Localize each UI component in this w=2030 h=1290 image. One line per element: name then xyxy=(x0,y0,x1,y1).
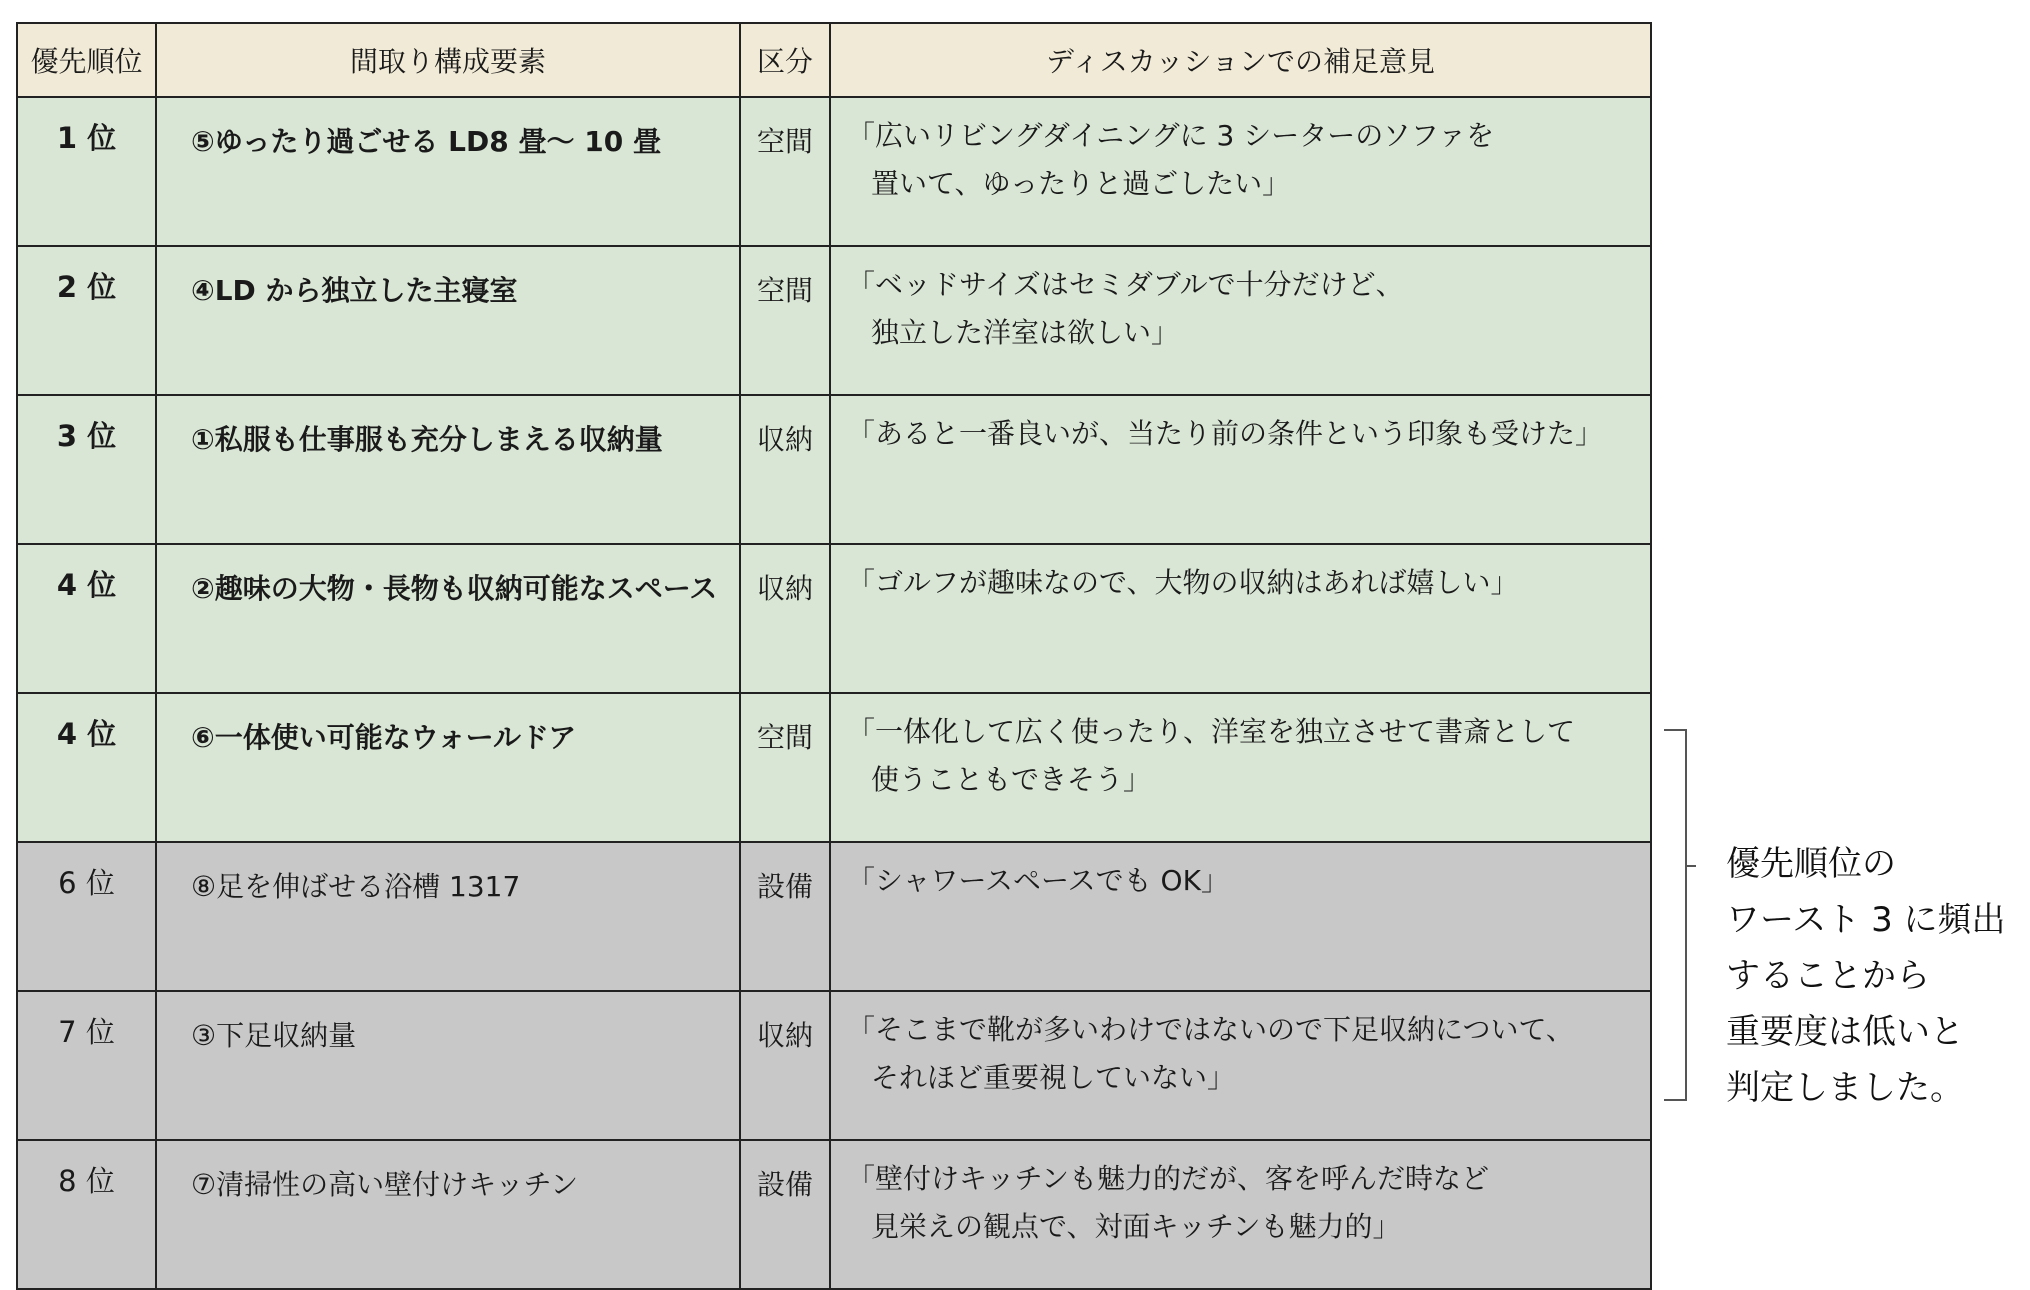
side-note-line: 判定しました。 xyxy=(1726,1068,1964,1108)
category-cell: 空間 xyxy=(740,246,830,395)
category-cell: 設備 xyxy=(740,1140,830,1289)
element-cell: ⑥一体使い可能なウォールドア xyxy=(156,693,740,842)
rank-cell: 7 位 xyxy=(17,991,156,1140)
opinion-cell xyxy=(830,1140,1651,1289)
opinion-cell xyxy=(830,97,1651,246)
table-row xyxy=(17,246,1651,395)
opinion-line: 「あると一番良いが、当たり前の条件という印象も受けた」 xyxy=(847,417,1604,450)
element-cell: ⑦清掃性の高い壁付けキッチン xyxy=(156,1140,740,1289)
opinion-line: 「広いリビングダイニングに 3 シーターのソファを xyxy=(847,119,1495,152)
category-cell: 収納 xyxy=(740,991,830,1140)
header-element: 間取り構成要素 xyxy=(156,23,740,97)
category-cell: 収納 xyxy=(740,544,830,693)
element-cell: ③下足収納量 xyxy=(156,991,740,1140)
rank-cell: 1 位 xyxy=(17,97,156,246)
priority-table xyxy=(16,22,1652,1290)
opinion-line: 置いて、ゆったりと過ごしたい」 xyxy=(871,167,1291,200)
opinion-cell xyxy=(830,544,1651,693)
element-cell: ②趣味の大物・長物も収納可能なスペース xyxy=(156,544,740,693)
opinion-cell xyxy=(830,395,1651,544)
side-note xyxy=(1726,836,2006,1116)
opinion-cell xyxy=(830,842,1651,991)
rank-cell: 3 位 xyxy=(17,395,156,544)
category-cell: 収納 xyxy=(740,395,830,544)
opinion-cell xyxy=(830,693,1651,842)
category-cell: 設備 xyxy=(740,842,830,991)
table-row xyxy=(17,544,1651,693)
side-note-line: 重要度は低いと xyxy=(1726,1012,1964,1052)
opinion-line: 「シャワースペースでも OK」 xyxy=(847,864,1229,897)
opinion-cell xyxy=(830,991,1651,1140)
side-note-line: することから xyxy=(1726,956,1930,996)
header-priority: 優先順位 xyxy=(17,23,156,97)
opinion-line: 「壁付けキッチンも魅力的だが、客を呼んだ時など xyxy=(847,1162,1490,1195)
opinion-line: 見栄えの観点で、対面キッチンも魅力的」 xyxy=(871,1210,1401,1243)
table-row xyxy=(17,97,1651,246)
rank-cell: 4 位 xyxy=(17,693,156,842)
category-cell: 空間 xyxy=(740,693,830,842)
element-cell: ①私服も仕事服も充分しまえる収納量 xyxy=(156,395,740,544)
opinion-cell xyxy=(830,246,1651,395)
category-cell: 空間 xyxy=(740,97,830,246)
header-category: 区分 xyxy=(740,23,830,97)
right-bracket-icon xyxy=(1662,728,1696,1110)
table-row xyxy=(17,395,1651,544)
table-header-row xyxy=(17,23,1651,97)
table-row xyxy=(17,1140,1651,1289)
rank-cell: 4 位 xyxy=(17,544,156,693)
table-row xyxy=(17,842,1651,991)
opinion-line: 「そこまで靴が多いわけではないので下足収納について、 xyxy=(847,1013,1574,1046)
opinion-line: 独立した洋室は欲しい」 xyxy=(871,316,1180,349)
header-opinion: ディスカッションでの補足意見 xyxy=(830,23,1651,97)
element-cell: ⑧足を伸ばせる浴槽 1317 xyxy=(156,842,740,991)
rank-cell: 2 位 xyxy=(17,246,156,395)
table-row xyxy=(17,693,1651,842)
rank-cell: 8 位 xyxy=(17,1140,156,1289)
opinion-line: 使うこともできそう」 xyxy=(871,763,1152,796)
element-cell: ④LD から独立した主寝室 xyxy=(156,246,740,395)
opinion-line: それほど重要視していない」 xyxy=(871,1061,1236,1094)
table-row xyxy=(17,991,1651,1140)
opinion-line: 「ベッドサイズはセミダブルで十分だけど、 xyxy=(847,268,1404,301)
opinion-line: 「ゴルフが趣味なので、大物の収納はあれば嬉しい」 xyxy=(847,566,1519,599)
side-note-line: 優先順位の xyxy=(1726,844,1896,884)
element-cell: ⑤ゆったり過ごせる LD8 畳～ 10 畳 xyxy=(156,97,740,246)
rank-cell: 6 位 xyxy=(17,842,156,991)
opinion-line: 「一体化して広く使ったり、洋室を独立させて書斎として xyxy=(847,715,1576,748)
side-note-line: ワースト 3 に頻出 xyxy=(1726,900,2006,940)
